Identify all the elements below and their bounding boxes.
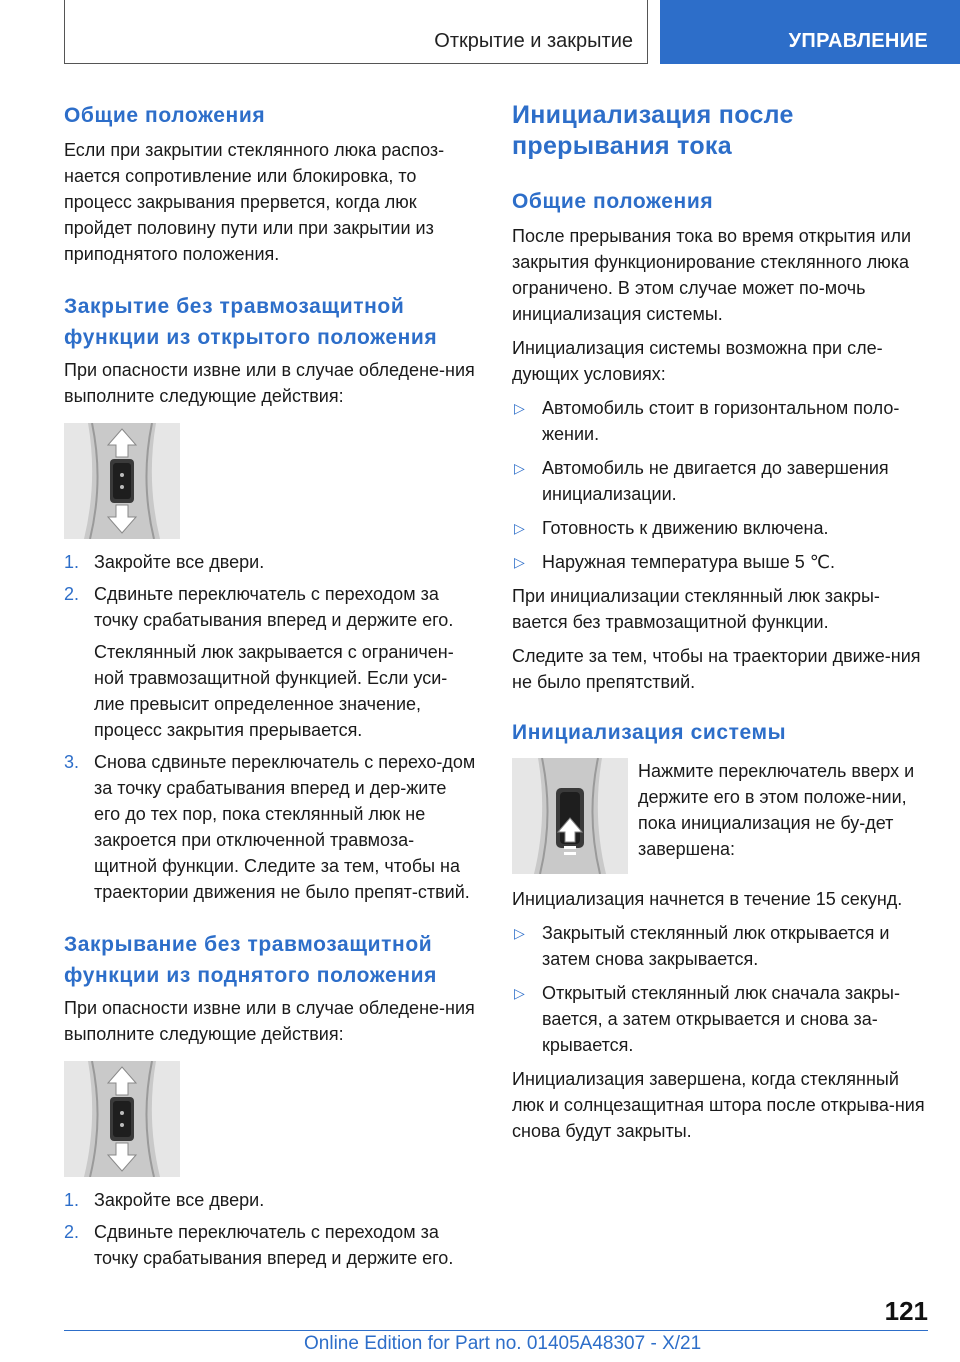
condition-text: Наружная температура выше 5 ℃.	[542, 552, 836, 572]
close-open-steps	[64, 549, 476, 633]
step-number: 3.	[64, 752, 80, 772]
page-number: 121	[884, 1296, 928, 1326]
header-chapter-tab	[660, 0, 960, 64]
roof-switch-figure-icon	[64, 423, 180, 539]
bullet-triangle-icon: ▷	[514, 925, 525, 941]
list-item	[64, 581, 476, 633]
system-init-p2: Инициализация завершена, когда стеклянный люк и солнцезащитная штора после открыва-ния снова будут закрыты.	[512, 1069, 925, 1141]
system-init-p1: Инициализация начнется в течение 15 секунд.	[512, 889, 903, 909]
bullet-triangle-icon: ▷	[514, 554, 525, 570]
step-number: 2.	[64, 584, 80, 604]
bullet-triangle-icon: ▷	[514, 520, 525, 536]
footer-edition: Online Edition for Part no. 01405A48307 - X/21	[304, 1333, 702, 1354]
list-item	[512, 395, 928, 447]
list-item	[512, 980, 928, 1058]
close-open-steps-cont	[64, 749, 476, 905]
init-general-p1: После прерывания тока во время открытия или закрытия функционирование стеклянного люка ограничено. В этом случае может по-мочь инициализация системы.	[512, 226, 912, 324]
step-text: Сдвиньте переключатель с переходом за точку срабатывания вперед и держите его.	[94, 1222, 454, 1268]
roof-switch-figure-icon	[64, 1061, 180, 1177]
bullet-triangle-icon: ▷	[514, 985, 525, 1001]
list-item	[512, 920, 928, 972]
step-number: 1.	[64, 552, 80, 572]
roof-switch-up-figure-icon	[512, 758, 628, 874]
step-text: Закройте все двери.	[94, 552, 265, 572]
header-chapter-title: УПРАВЛЕНИЕ	[788, 30, 928, 52]
section-title-close-open: Закрытие без травмозащитной функции из открытого положения	[64, 295, 438, 349]
init-general-p3: При инициализации стеклянный люк закры-вается без травмозащитной функции.	[512, 586, 880, 632]
bullet-triangle-icon: ▷	[514, 460, 525, 476]
init-general-p4: Следите за тем, чтобы на траектории движе-ния не было препятствий.	[512, 646, 921, 692]
main-title-initialization: Инициализация после прерывания тока	[512, 101, 794, 160]
section-title-general: Общие положения	[64, 104, 266, 127]
list-item	[64, 549, 476, 575]
close-raised-intro: При опасности извне или в случае обледене-ния выполните следующие действия:	[64, 998, 475, 1044]
condition-text: Готовность к движению включена.	[542, 518, 829, 538]
system-init-figure-row	[512, 758, 928, 874]
section-title-system-init: Инициализация системы	[512, 721, 787, 744]
list-item	[64, 1219, 476, 1271]
step-note: Стеклянный люк закрывается с ограничен-ной травмозащитной функцией. Если уси-лие превысит определенное значение, процесс закрытия прерывается.	[94, 642, 454, 740]
init-general-p2: Инициализация системы возможна при сле-дующих условиях:	[512, 338, 883, 384]
step-number: 2.	[64, 1222, 80, 1242]
list-item	[64, 1187, 476, 1213]
list-item	[64, 749, 476, 905]
step-text: Закройте все двери.	[94, 1190, 265, 1210]
init-conditions-list	[512, 395, 928, 575]
section-title-close-raised: Закрывание без травмозащитной функции из поднятого положения	[64, 933, 437, 987]
close-open-intro: При опасности извне или в случае обледене-ния выполните следующие действия:	[64, 360, 475, 406]
system-init-list	[512, 920, 928, 1058]
bullet-triangle-icon: ▷	[514, 400, 525, 416]
left-column	[64, 100, 476, 1271]
close-raised-steps	[64, 1187, 476, 1271]
header-section-box	[64, 0, 648, 64]
step-text: Сдвиньте переключатель с переходом за точку срабатывания вперед и держите его.	[94, 584, 454, 630]
list-item	[512, 549, 928, 575]
step-number: 1.	[64, 1190, 80, 1210]
system-init-bullet-text: Закрытый стеклянный люк открывается и затем снова закрывается.	[542, 923, 890, 969]
right-column	[512, 100, 928, 1144]
step-text: Снова сдвиньте переключатель с перехо-дом за точку срабатывания вперед и дер-жите его до тех пор, пока стеклянный люк не закроется при отключенной травмоза-щитной функции. Следите за тем, чтобы на траектории движения не было препят-ствий.	[94, 752, 476, 902]
list-item	[512, 455, 928, 507]
system-init-bullet-text: Открытый стеклянный люк сначала закры-вается, а затем открывается и снова за-крывается.	[542, 983, 900, 1055]
list-item	[512, 515, 928, 541]
section-title-general-right: Общие положения	[512, 190, 714, 213]
general-text: Если при закрытии стеклянного люка распоз-нается сопротивление или блокировка, то процесс закрывания прервется, когда люк пройдет половину пути или при закрытии из приподнятого положения.	[64, 140, 445, 264]
condition-text: Автомобиль стоит в горизонтальном поло-жении.	[542, 398, 900, 444]
condition-text: Автомобиль не двигается до завершения инициализации.	[542, 458, 889, 504]
system-init-figure-text: Нажмите переключатель вверх и держите его в этом положе-нии, пока инициализация не бу-дет завершена:	[638, 761, 915, 859]
footer-divider	[64, 1330, 928, 1331]
header-section-title: Открытие и закрытие	[434, 30, 633, 52]
